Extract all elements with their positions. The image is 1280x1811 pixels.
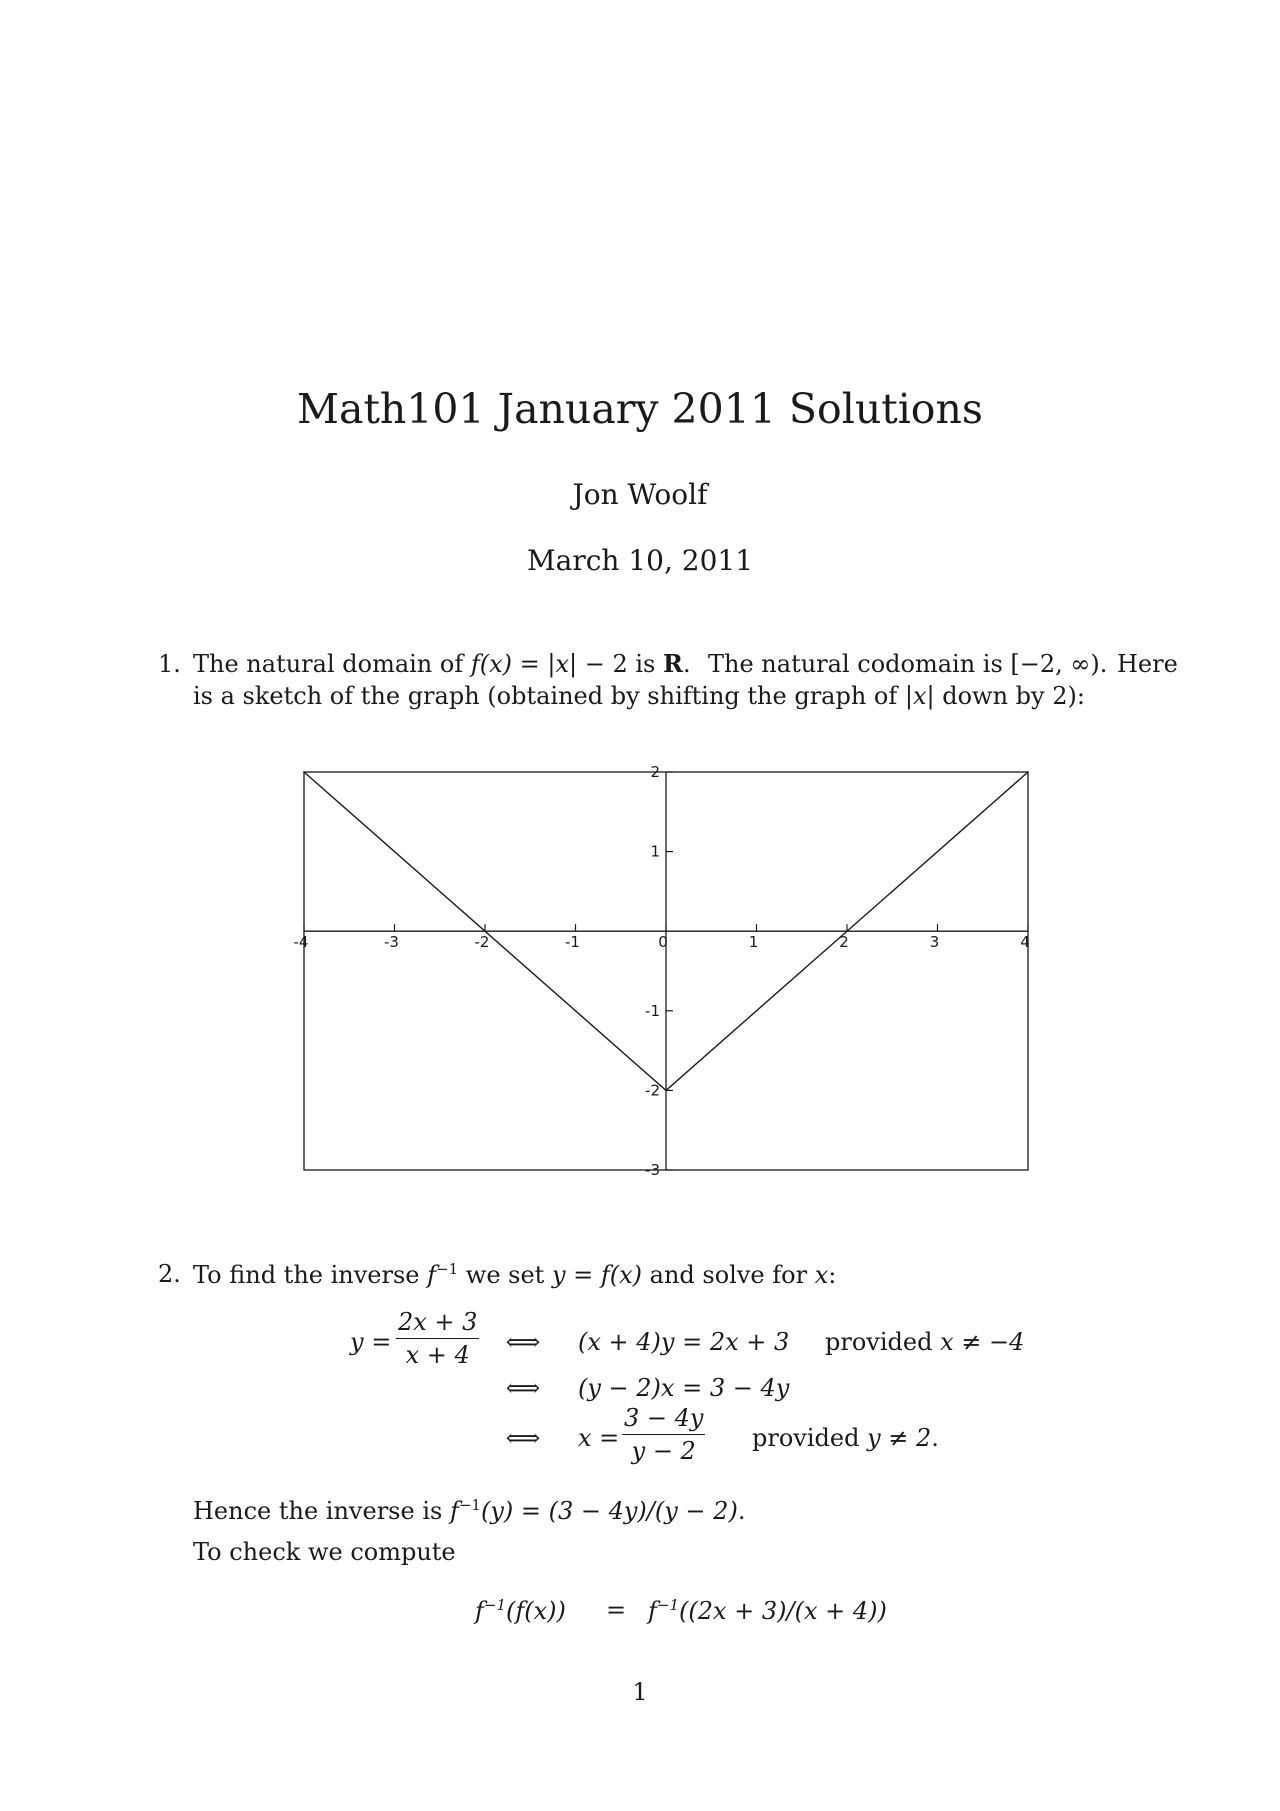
check-lhs-sup: −1: [483, 1596, 507, 1614]
series-point: [665, 1090, 667, 1092]
q2-number: 2.: [158, 1260, 181, 1288]
q2-intro-a: To find the inverse: [193, 1261, 428, 1289]
q1-number: 1.: [158, 650, 181, 678]
hence-a: Hence the inverse is: [193, 1497, 450, 1525]
check-rhs-b: ((2x + 3)/(x + 4)): [679, 1597, 887, 1625]
hence-d: .: [737, 1497, 746, 1525]
author-name: Jon Woolf: [572, 478, 708, 511]
hence-f: f: [449, 1497, 459, 1525]
q2-intro: [193, 1262, 836, 1287]
check-lhs: [475, 1598, 566, 1623]
q1-fx: f(x): [470, 650, 513, 678]
check-lhs-f: f: [475, 1597, 484, 1625]
q1-minus2: − 2 is: [577, 650, 663, 678]
q1-text-a: The natural domain of: [193, 650, 471, 678]
hence-sup: −1: [458, 1496, 481, 1514]
q1-codomain-text: [708, 652, 1107, 676]
q1-line2-absx: |x|: [904, 682, 935, 710]
q2-intro-e: x: [814, 1261, 829, 1289]
q1-codomain: [−2, ∞): [1010, 650, 1100, 678]
q1-line2-a: is a sketch of the graph (obtained by shifting the graph of: [193, 682, 905, 710]
eq-row3-iff: ⟺: [505, 1424, 541, 1452]
y-tick-label: -1: [645, 1001, 660, 1020]
eq-row1-cond-a: provided: [825, 1328, 941, 1356]
x-tick-label: 1: [748, 933, 759, 952]
x-tick-label: -4: [293, 933, 309, 952]
eq-row2-rhs: (y − 2)x = 3 − 4y: [578, 1374, 790, 1402]
check-lhs-b: (f(x)): [506, 1597, 566, 1625]
y-tick-label: 2: [650, 763, 660, 781]
eq-row3-cond-c: .: [931, 1424, 939, 1452]
x-tick-label: -1: [565, 933, 580, 952]
y-tick-label: 1: [650, 842, 660, 861]
y-tick-label: -3: [645, 1161, 660, 1179]
x-tick-label: 3: [929, 933, 940, 952]
q1-line2: [193, 684, 1085, 708]
q2-finv: f: [427, 1261, 437, 1289]
q1-here: Here: [1117, 650, 1178, 678]
eq-row1-iff: ⟺: [505, 1328, 541, 1356]
eq-row1-fraction: [396, 1310, 479, 1367]
q1-line2-c: down by 2):: [934, 682, 1085, 710]
q2-intro-d: and solve for: [642, 1261, 815, 1289]
q1-eq: =: [512, 650, 548, 678]
q1-dot: .: [682, 650, 691, 678]
eq-row3-condition: [752, 1426, 939, 1450]
check-line: To check we compute: [193, 1538, 456, 1566]
eq-row3-denominator: y − 2: [631, 1437, 696, 1465]
eq-row3-cond-a: provided: [752, 1424, 868, 1452]
q1-line1: [193, 649, 691, 678]
check-eq: =: [606, 1596, 627, 1624]
x-tick-label: -2: [474, 933, 490, 952]
eq-row3-cond-b: y ≠ 2: [867, 1424, 932, 1452]
document-date: March 10, 2011: [526, 544, 754, 577]
eq-row1-denominator: x + 4: [405, 1341, 470, 1369]
q2-finv-sup: −1: [436, 1260, 459, 1278]
eq-row1-condition: [825, 1330, 1024, 1354]
x-tick-label: 2: [839, 933, 849, 952]
series-point: [303, 771, 305, 773]
eq-row1-numerator: 2x + 3: [396, 1310, 479, 1339]
eq-row2-iff: ⟺: [505, 1374, 541, 1402]
x-tick-label: 4: [1020, 933, 1030, 952]
check-rhs: [648, 1598, 887, 1623]
check-rhs-sup: −1: [656, 1596, 680, 1614]
page-title: Math101 January 2011 Solutions: [297, 385, 983, 433]
hence-c: (y) = (3 − 4y)/(y − 2): [480, 1497, 738, 1525]
plot-frame: [304, 772, 1028, 1170]
q1-reals: R: [663, 649, 683, 678]
eq-row1-cond-b: x ≠ −4: [940, 1328, 1025, 1356]
q1-absx: |x|: [547, 650, 578, 678]
hence-line: [193, 1498, 745, 1523]
eq-row3-numerator: 3 − 4y: [622, 1406, 705, 1435]
q1-dot2: .: [1099, 650, 1108, 678]
q1-text-b: The natural codomain is: [708, 650, 1011, 678]
eq-row1-lhs: y =: [350, 1328, 392, 1356]
page-number: 1: [632, 1678, 648, 1706]
q2-intro-f: :: [828, 1261, 837, 1289]
q2-intro-b: we set: [458, 1261, 552, 1289]
check-rhs-f: f: [648, 1597, 657, 1625]
x-tick-label: -3: [384, 933, 399, 952]
y-tick-label: -2: [645, 1081, 660, 1100]
eq-row3-lhs: x =: [578, 1424, 620, 1452]
eq-row3-fraction: [622, 1406, 705, 1463]
eq-row1-rhs: (x + 4)y = 2x + 3: [578, 1328, 790, 1356]
series-point: [1027, 771, 1029, 773]
series-line: [304, 772, 1028, 1090]
q2-intro-c: y = f(x): [551, 1261, 643, 1289]
x-tick-label: 0: [658, 933, 668, 952]
